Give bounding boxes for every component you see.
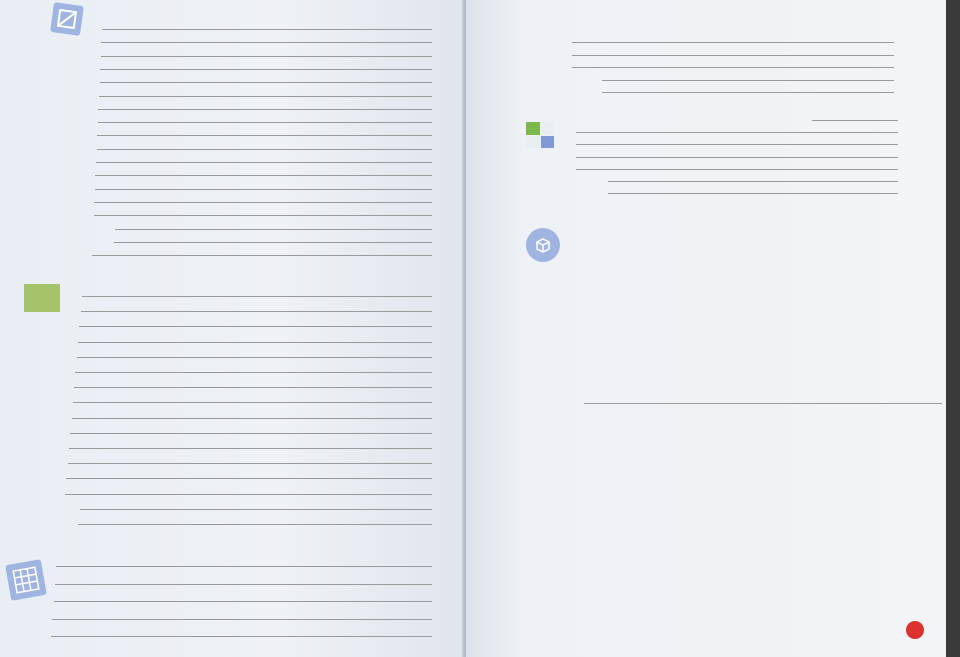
dot-leader bbox=[572, 67, 894, 68]
dot-leader bbox=[70, 433, 432, 434]
toc-row bbox=[73, 326, 436, 329]
dot-leader bbox=[54, 601, 432, 602]
toc-row bbox=[566, 55, 898, 58]
dot-leader bbox=[608, 193, 898, 194]
dot-leader bbox=[576, 144, 898, 145]
toc-row bbox=[48, 601, 436, 604]
dot-leader bbox=[576, 157, 898, 158]
toc-row bbox=[570, 157, 902, 160]
shape-icon bbox=[50, 2, 84, 36]
toc-row bbox=[66, 418, 436, 421]
dot-leader bbox=[75, 372, 432, 373]
cube-icon bbox=[526, 228, 560, 262]
toc-row bbox=[49, 584, 436, 587]
right-page bbox=[466, 0, 946, 657]
dot-leader bbox=[576, 132, 898, 133]
dot-leader bbox=[66, 478, 432, 479]
toc-row bbox=[89, 175, 436, 178]
toc-row bbox=[76, 296, 436, 299]
dot-leader bbox=[576, 169, 898, 170]
toc-row bbox=[94, 82, 436, 85]
toc-row bbox=[46, 619, 436, 622]
dot-leader bbox=[572, 55, 894, 56]
dot-leader bbox=[94, 215, 432, 216]
toc-row bbox=[95, 42, 436, 45]
dot-leader bbox=[94, 202, 432, 203]
toc-row bbox=[59, 494, 436, 497]
toc-row bbox=[566, 67, 898, 70]
dot-leader bbox=[82, 296, 432, 297]
dot-leader bbox=[72, 418, 432, 419]
dot-leader bbox=[98, 122, 432, 123]
dot-leader bbox=[77, 357, 432, 358]
toc-row bbox=[90, 162, 436, 165]
dot-leader bbox=[68, 463, 432, 464]
toc-row bbox=[96, 29, 436, 32]
toc-row bbox=[109, 229, 436, 232]
toc-row bbox=[68, 387, 436, 390]
grid-icon bbox=[5, 559, 47, 601]
section-liczby-header bbox=[526, 122, 570, 148]
dot-leader bbox=[78, 524, 432, 525]
toc-row bbox=[92, 109, 436, 112]
toc-row bbox=[50, 566, 436, 569]
dot-leader bbox=[100, 82, 432, 83]
toc-row bbox=[806, 120, 902, 123]
toc-row bbox=[45, 636, 436, 639]
dot-leader bbox=[65, 494, 432, 495]
left-page bbox=[0, 0, 466, 657]
decimal-icon bbox=[24, 284, 60, 312]
toc-row bbox=[86, 255, 436, 258]
dot-leader bbox=[602, 92, 894, 93]
dot-leader bbox=[55, 584, 432, 585]
dot-leader bbox=[73, 402, 432, 403]
dot-leader bbox=[98, 109, 432, 110]
toc-row bbox=[93, 96, 436, 99]
toc-row bbox=[596, 92, 898, 95]
dot-leader bbox=[95, 189, 432, 190]
dot-leader bbox=[812, 120, 898, 121]
dot-leader bbox=[114, 242, 432, 243]
toc-row bbox=[570, 169, 902, 172]
dot-leader bbox=[101, 56, 432, 57]
dot-leader bbox=[52, 619, 432, 620]
toc-row bbox=[570, 132, 902, 135]
toc-row bbox=[72, 342, 436, 345]
toc-row bbox=[91, 149, 436, 152]
dot-leader bbox=[81, 311, 432, 312]
toc-row bbox=[570, 144, 902, 147]
dot-leader bbox=[92, 255, 432, 256]
integers-icon bbox=[526, 122, 554, 148]
toc-row bbox=[108, 242, 436, 245]
toc-row bbox=[95, 56, 436, 59]
toc-row bbox=[602, 181, 902, 184]
book-edge bbox=[946, 0, 960, 657]
dot-leader bbox=[96, 162, 432, 163]
toc-row bbox=[92, 122, 436, 125]
toc-row bbox=[63, 448, 436, 451]
section-graniastoslupy-header bbox=[526, 228, 568, 262]
toc-row-answers bbox=[578, 403, 946, 406]
toc-row bbox=[64, 433, 436, 436]
toc-row bbox=[62, 463, 436, 466]
dot-leader bbox=[100, 69, 432, 70]
dot-leader bbox=[608, 181, 898, 182]
toc-row bbox=[75, 311, 436, 314]
dot-leader bbox=[602, 80, 894, 81]
toc-row bbox=[596, 80, 898, 83]
dot-leader bbox=[99, 96, 432, 97]
section-pola-header bbox=[8, 562, 56, 598]
toc-row bbox=[91, 135, 436, 138]
dot-leader bbox=[115, 229, 432, 230]
dot-leader bbox=[95, 175, 432, 176]
dot-leader bbox=[101, 42, 432, 43]
dot-leader bbox=[97, 135, 432, 136]
toc-row bbox=[566, 42, 898, 45]
dot-leader bbox=[80, 509, 432, 510]
toc-row bbox=[67, 402, 436, 405]
toc-row bbox=[602, 193, 902, 196]
section-figury-header bbox=[52, 4, 90, 34]
dot-leader bbox=[56, 566, 432, 567]
toc-row bbox=[88, 202, 436, 205]
toc-row bbox=[69, 372, 436, 375]
toc-row bbox=[60, 478, 436, 481]
watermark-logo bbox=[904, 621, 924, 639]
dot-leader bbox=[572, 42, 894, 43]
dot-leader bbox=[97, 149, 432, 150]
dot-leader bbox=[69, 448, 432, 449]
dot-leader bbox=[74, 387, 432, 388]
toc-row bbox=[89, 189, 436, 192]
toc-row bbox=[94, 69, 436, 72]
toc-row bbox=[72, 524, 436, 527]
dot-leader bbox=[102, 29, 432, 30]
toc-row bbox=[88, 215, 436, 218]
dot-leader bbox=[78, 342, 432, 343]
dot-leader bbox=[51, 636, 432, 637]
toc-row bbox=[74, 509, 436, 512]
toc-row bbox=[71, 357, 436, 360]
dot-leader bbox=[79, 326, 432, 327]
